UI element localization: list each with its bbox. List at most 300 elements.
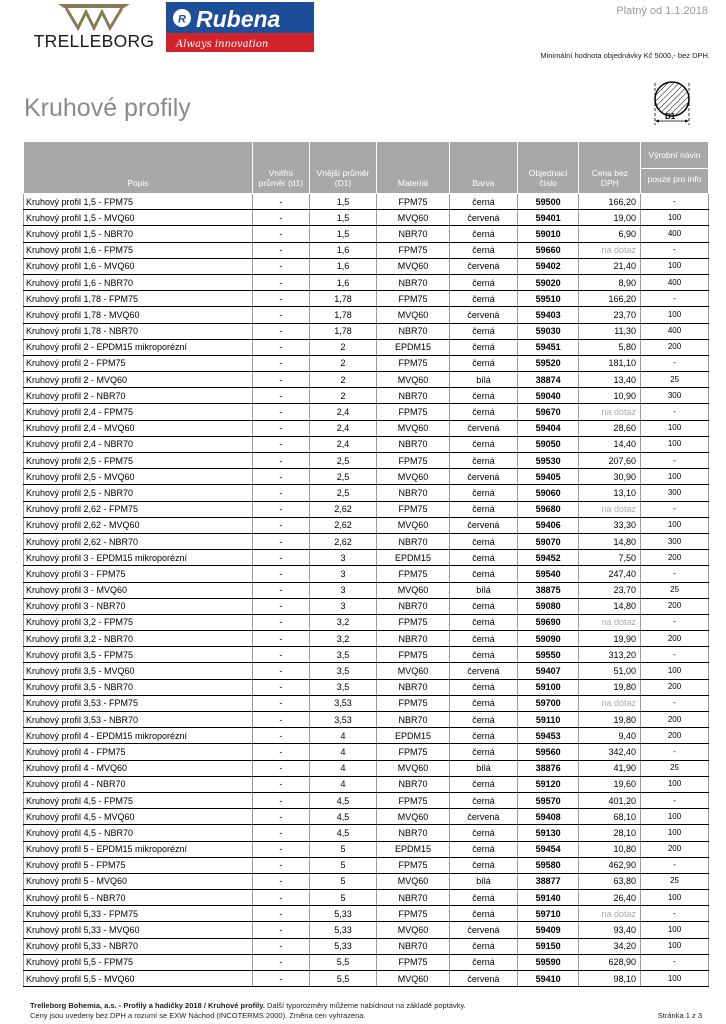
cell-popis: Kruhový profil 5 - MVQ60 bbox=[24, 873, 253, 889]
table-row bbox=[24, 971, 709, 987]
cell-cena: 19,80 bbox=[579, 679, 641, 695]
table-row bbox=[24, 550, 709, 566]
table-row bbox=[24, 825, 709, 841]
cell-D1: 5,33 bbox=[310, 922, 377, 938]
cell-d1: - bbox=[252, 582, 309, 598]
cell-cena: 26,40 bbox=[579, 890, 641, 906]
cell-navin: - bbox=[641, 453, 709, 469]
cell-barva: černá bbox=[450, 857, 518, 873]
cell-d1: - bbox=[252, 809, 309, 825]
trelleborg-logo bbox=[28, 2, 160, 52]
cell-barva: černá bbox=[450, 242, 518, 258]
cell-barva: bílá bbox=[450, 372, 518, 388]
cell-cena: na dotaz bbox=[579, 695, 641, 711]
cell-navin: - bbox=[641, 647, 709, 663]
cell-d1: - bbox=[252, 647, 309, 663]
table-row bbox=[24, 436, 709, 452]
table-row bbox=[24, 517, 709, 533]
cell-D1: 2,5 bbox=[310, 485, 377, 501]
cell-barva: černá bbox=[450, 728, 518, 744]
footer-line1-bold: Trelleborg Bohemia, a.s. - Profily a hadičky 2018 / Kruhové profily. bbox=[30, 1001, 265, 1010]
cell-navin: 200 bbox=[641, 679, 709, 695]
cell-material: FPM75 bbox=[376, 291, 449, 307]
cell-popis: Kruhový profil 5,33 - NBR70 bbox=[24, 938, 253, 954]
cell-navin: - bbox=[641, 695, 709, 711]
cell-cena: 19,80 bbox=[579, 712, 641, 728]
cell-cislo: 59660 bbox=[517, 242, 579, 258]
cell-material: NBR70 bbox=[376, 388, 449, 404]
cell-cislo: 59590 bbox=[517, 954, 579, 970]
col-D1: Vnější průměr (D1) bbox=[310, 142, 377, 194]
cell-d1: - bbox=[252, 404, 309, 420]
cell-cislo: 38877 bbox=[517, 873, 579, 889]
cell-cislo: 59050 bbox=[517, 436, 579, 452]
cell-popis: Kruhový profil 4,5 - FPM75 bbox=[24, 792, 253, 808]
cell-cena: 8,90 bbox=[579, 274, 641, 290]
cell-cena: 93,40 bbox=[579, 922, 641, 938]
rubena-wordmark: Rubena bbox=[196, 6, 281, 32]
table-row bbox=[24, 323, 709, 339]
cell-navin: 400 bbox=[641, 226, 709, 242]
cell-cislo: 38875 bbox=[517, 582, 579, 598]
cell-cena: 10,90 bbox=[579, 388, 641, 404]
table-row bbox=[24, 420, 709, 436]
cell-D1: 1,6 bbox=[310, 274, 377, 290]
cell-material: NBR70 bbox=[376, 825, 449, 841]
rubena-tagline: Always innovation bbox=[176, 39, 269, 50]
table-row bbox=[24, 809, 709, 825]
cell-material: FPM75 bbox=[376, 792, 449, 808]
cell-D1: 2,62 bbox=[310, 501, 377, 517]
cell-barva: červená bbox=[450, 210, 518, 226]
cell-cena: 13,40 bbox=[579, 372, 641, 388]
cell-cislo: 59710 bbox=[517, 906, 579, 922]
cell-cislo: 59410 bbox=[517, 971, 579, 987]
col-navin bbox=[641, 142, 709, 194]
cell-d1: - bbox=[252, 971, 309, 987]
cell-cislo: 59580 bbox=[517, 857, 579, 873]
cell-d1: - bbox=[252, 938, 309, 954]
cell-D1: 1,5 bbox=[310, 194, 377, 210]
cell-popis: Kruhový profil 1,78 - NBR70 bbox=[24, 323, 253, 339]
cell-material: MVQ60 bbox=[376, 582, 449, 598]
cell-barva: červená bbox=[450, 971, 518, 987]
cell-popis: Kruhový profil 1,78 - MVQ60 bbox=[24, 307, 253, 323]
cell-barva: černá bbox=[450, 825, 518, 841]
cell-navin: 100 bbox=[641, 809, 709, 825]
cell-D1: 1,5 bbox=[310, 210, 377, 226]
table-row bbox=[24, 679, 709, 695]
table-row bbox=[24, 258, 709, 274]
cell-barva: černá bbox=[450, 355, 518, 371]
cell-cena: na dotaz bbox=[579, 242, 641, 258]
cell-d1: - bbox=[252, 420, 309, 436]
table-row bbox=[24, 631, 709, 647]
cell-navin: 200 bbox=[641, 712, 709, 728]
cell-barva: černá bbox=[450, 404, 518, 420]
table-row bbox=[24, 485, 709, 501]
cell-cislo: 59140 bbox=[517, 890, 579, 906]
cell-navin: 200 bbox=[641, 550, 709, 566]
cell-navin: 200 bbox=[641, 339, 709, 355]
cell-D1: 3,2 bbox=[310, 614, 377, 630]
table-row bbox=[24, 307, 709, 323]
trelleborg-wordmark: TRELLEBORG bbox=[33, 31, 155, 51]
rubena-logo bbox=[166, 2, 314, 52]
cell-navin: - bbox=[641, 194, 709, 210]
cell-material: MVQ60 bbox=[376, 469, 449, 485]
cell-D1: 3,53 bbox=[310, 712, 377, 728]
cell-D1: 1,78 bbox=[310, 323, 377, 339]
cell-popis: Kruhový profil 2,5 - MVQ60 bbox=[24, 469, 253, 485]
table-row bbox=[24, 954, 709, 970]
cell-material: MVQ60 bbox=[376, 809, 449, 825]
cell-cislo: 59404 bbox=[517, 420, 579, 436]
cell-barva: černá bbox=[450, 550, 518, 566]
cell-d1: - bbox=[252, 841, 309, 857]
cell-popis: Kruhový profil 3,2 - FPM75 bbox=[24, 614, 253, 630]
cell-cislo: 59530 bbox=[517, 453, 579, 469]
cell-navin: 200 bbox=[641, 841, 709, 857]
cell-cena: 51,00 bbox=[579, 663, 641, 679]
cell-material: MVQ60 bbox=[376, 663, 449, 679]
cell-navin: 25 bbox=[641, 760, 709, 776]
cell-navin: - bbox=[641, 355, 709, 371]
round-profile-diagram-icon bbox=[638, 73, 710, 131]
cell-popis: Kruhový profil 4,5 - NBR70 bbox=[24, 825, 253, 841]
cell-barva: černá bbox=[450, 792, 518, 808]
cell-barva: bílá bbox=[450, 582, 518, 598]
cell-cislo: 59402 bbox=[517, 258, 579, 274]
cell-cena: na dotaz bbox=[579, 404, 641, 420]
cell-D1: 2,5 bbox=[310, 453, 377, 469]
cell-cislo: 59690 bbox=[517, 614, 579, 630]
cell-D1: 3 bbox=[310, 582, 377, 598]
cell-d1: - bbox=[252, 922, 309, 938]
footer-line2: Ceny jsou uvedeny bez DPH a rozumí se EXW Náchod (INCOTERMS 2000). Změna cen vyhrazena. bbox=[30, 1011, 366, 1020]
cell-cislo: 59010 bbox=[517, 226, 579, 242]
cell-navin: 300 bbox=[641, 485, 709, 501]
table-row bbox=[24, 873, 709, 889]
cell-cena: 30,90 bbox=[579, 469, 641, 485]
cell-cena: 313,20 bbox=[579, 647, 641, 663]
cell-D1: 2 bbox=[310, 339, 377, 355]
cell-cislo: 59070 bbox=[517, 533, 579, 549]
cell-cislo: 59409 bbox=[517, 922, 579, 938]
cell-material: NBR70 bbox=[376, 533, 449, 549]
cell-material: NBR70 bbox=[376, 679, 449, 695]
table-row bbox=[24, 274, 709, 290]
cell-cena: 14,40 bbox=[579, 436, 641, 452]
cell-barva: černá bbox=[450, 614, 518, 630]
cell-popis: Kruhový profil 1,5 - FPM75 bbox=[24, 194, 253, 210]
cell-D1: 5,33 bbox=[310, 906, 377, 922]
cell-D1: 5,5 bbox=[310, 954, 377, 970]
cell-cislo: 59560 bbox=[517, 744, 579, 760]
cell-popis: Kruhový profil 4 - EPDM15 mikroporézní bbox=[24, 728, 253, 744]
cell-popis: Kruhový profil 4 - MVQ60 bbox=[24, 760, 253, 776]
cell-D1: 1,5 bbox=[310, 226, 377, 242]
cell-material: MVQ60 bbox=[376, 873, 449, 889]
cell-barva: černá bbox=[450, 339, 518, 355]
cell-material: MVQ60 bbox=[376, 307, 449, 323]
table-row bbox=[24, 226, 709, 242]
cell-D1: 5 bbox=[310, 857, 377, 873]
cell-D1: 1,6 bbox=[310, 242, 377, 258]
cell-popis: Kruhový profil 5,33 - FPM75 bbox=[24, 906, 253, 922]
table-row bbox=[24, 598, 709, 614]
cell-D1: 1,78 bbox=[310, 307, 377, 323]
table-row bbox=[24, 695, 709, 711]
cell-d1: - bbox=[252, 598, 309, 614]
cell-cislo: 59110 bbox=[517, 712, 579, 728]
cell-navin: 100 bbox=[641, 517, 709, 533]
cell-barva: černá bbox=[450, 533, 518, 549]
cell-cislo: 59060 bbox=[517, 485, 579, 501]
cell-barva: červená bbox=[450, 258, 518, 274]
col-cislo: Objednací číslo bbox=[517, 142, 579, 194]
cell-d1: - bbox=[252, 744, 309, 760]
cell-material: NBR70 bbox=[376, 712, 449, 728]
cell-D1: 3,5 bbox=[310, 679, 377, 695]
cell-popis: Kruhový profil 2,4 - FPM75 bbox=[24, 404, 253, 420]
cell-d1: - bbox=[252, 550, 309, 566]
cell-material: NBR70 bbox=[376, 436, 449, 452]
cell-popis: Kruhový profil 2 - MVQ60 bbox=[24, 372, 253, 388]
page-number: Stránka 1 z 3 bbox=[657, 1011, 702, 1020]
cell-d1: - bbox=[252, 323, 309, 339]
cell-d1: - bbox=[252, 873, 309, 889]
cell-cislo: 59452 bbox=[517, 550, 579, 566]
table-row bbox=[24, 453, 709, 469]
cell-cislo: 59080 bbox=[517, 598, 579, 614]
cell-D1: 3 bbox=[310, 598, 377, 614]
cell-D1: 2,4 bbox=[310, 420, 377, 436]
cell-material: NBR70 bbox=[376, 598, 449, 614]
cell-popis: Kruhový profil 5,33 - MVQ60 bbox=[24, 922, 253, 938]
cell-cena: 628,90 bbox=[579, 954, 641, 970]
cell-navin: - bbox=[641, 857, 709, 873]
cell-navin: 300 bbox=[641, 533, 709, 549]
cell-barva: černá bbox=[450, 841, 518, 857]
cell-cena: 7,50 bbox=[579, 550, 641, 566]
cell-cislo: 59454 bbox=[517, 841, 579, 857]
cell-cena: 19,90 bbox=[579, 631, 641, 647]
cell-barva: černá bbox=[450, 954, 518, 970]
cell-cena: 166,20 bbox=[579, 291, 641, 307]
cell-cena: 34,20 bbox=[579, 938, 641, 954]
cell-d1: - bbox=[252, 663, 309, 679]
footer-line1-rest: Další typorozměry můžeme nabídnout na základě poptávky. bbox=[264, 1001, 466, 1010]
table-row bbox=[24, 938, 709, 954]
table-row bbox=[24, 890, 709, 906]
cell-navin: 100 bbox=[641, 210, 709, 226]
cell-material: NBR70 bbox=[376, 631, 449, 647]
cell-cislo: 59453 bbox=[517, 728, 579, 744]
cell-cena: 166,20 bbox=[579, 194, 641, 210]
cell-cislo: 38876 bbox=[517, 760, 579, 776]
cell-popis: Kruhový profil 3,5 - FPM75 bbox=[24, 647, 253, 663]
cell-cislo: 59520 bbox=[517, 355, 579, 371]
cell-barva: červená bbox=[450, 517, 518, 533]
cell-navin: - bbox=[641, 792, 709, 808]
cell-barva: černá bbox=[450, 436, 518, 452]
svg-text:R: R bbox=[178, 13, 186, 26]
cell-d1: - bbox=[252, 307, 309, 323]
cell-navin: 100 bbox=[641, 922, 709, 938]
col-navin-top: Výrobní návin bbox=[641, 142, 708, 169]
table-row bbox=[24, 841, 709, 857]
cell-d1: - bbox=[252, 355, 309, 371]
cell-material: FPM75 bbox=[376, 242, 449, 258]
table-row bbox=[24, 469, 709, 485]
rubena-logo-icon bbox=[166, 2, 314, 52]
cell-material: EPDM15 bbox=[376, 841, 449, 857]
cell-navin: - bbox=[641, 501, 709, 517]
cell-d1: - bbox=[252, 695, 309, 711]
cell-navin: 400 bbox=[641, 323, 709, 339]
cell-material: NBR70 bbox=[376, 274, 449, 290]
cell-navin: 200 bbox=[641, 728, 709, 744]
cell-cislo: 59680 bbox=[517, 501, 579, 517]
cell-D1: 2 bbox=[310, 355, 377, 371]
cell-material: MVQ60 bbox=[376, 258, 449, 274]
cell-d1: - bbox=[252, 258, 309, 274]
table-row bbox=[24, 501, 709, 517]
cell-barva: černá bbox=[450, 938, 518, 954]
cell-material: FPM75 bbox=[376, 744, 449, 760]
cell-cena: 28,60 bbox=[579, 420, 641, 436]
cell-barva: černá bbox=[450, 388, 518, 404]
cell-popis: Kruhový profil 3 - NBR70 bbox=[24, 598, 253, 614]
cell-barva: černá bbox=[450, 501, 518, 517]
table-header-row bbox=[24, 142, 709, 194]
cell-d1: - bbox=[252, 194, 309, 210]
cell-d1: - bbox=[252, 566, 309, 582]
cell-d1: - bbox=[252, 388, 309, 404]
table-row bbox=[24, 906, 709, 922]
cell-barva: černá bbox=[450, 226, 518, 242]
cell-d1: - bbox=[252, 436, 309, 452]
cell-material: NBR70 bbox=[376, 938, 449, 954]
cell-cena: 13,10 bbox=[579, 485, 641, 501]
cell-cena: na dotaz bbox=[579, 501, 641, 517]
cell-cislo: 59403 bbox=[517, 307, 579, 323]
cell-d1: - bbox=[252, 792, 309, 808]
cell-D1: 2,4 bbox=[310, 404, 377, 420]
cell-navin: - bbox=[641, 614, 709, 630]
cell-navin: 100 bbox=[641, 938, 709, 954]
cell-barva: bílá bbox=[450, 873, 518, 889]
col-navin-bottom: pouze pro info bbox=[647, 174, 702, 184]
cell-D1: 3 bbox=[310, 550, 377, 566]
cell-d1: - bbox=[252, 890, 309, 906]
cell-navin: 100 bbox=[641, 258, 709, 274]
cell-cena: 28,10 bbox=[579, 825, 641, 841]
cell-material: FPM75 bbox=[376, 647, 449, 663]
cell-popis: Kruhový profil 5,5 - FPM75 bbox=[24, 954, 253, 970]
cell-material: MVQ60 bbox=[376, 372, 449, 388]
cell-popis: Kruhový profil 3,5 - NBR70 bbox=[24, 679, 253, 695]
cell-d1: - bbox=[252, 501, 309, 517]
cell-navin: - bbox=[641, 744, 709, 760]
cell-cena: 19,00 bbox=[579, 210, 641, 226]
cell-cislo: 59510 bbox=[517, 291, 579, 307]
cell-cislo: 59150 bbox=[517, 938, 579, 954]
cell-d1: - bbox=[252, 453, 309, 469]
table-row bbox=[24, 355, 709, 371]
cell-popis: Kruhový profil 2,5 - FPM75 bbox=[24, 453, 253, 469]
cell-barva: černá bbox=[450, 776, 518, 792]
cell-cena: 462,90 bbox=[579, 857, 641, 873]
cell-d1: - bbox=[252, 760, 309, 776]
cell-D1: 4 bbox=[310, 760, 377, 776]
cell-navin: 25 bbox=[641, 582, 709, 598]
cell-navin: - bbox=[641, 566, 709, 582]
cell-material: FPM75 bbox=[376, 695, 449, 711]
cell-material: MVQ60 bbox=[376, 922, 449, 938]
cell-popis: Kruhový profil 3,53 - NBR70 bbox=[24, 712, 253, 728]
cell-navin: - bbox=[641, 242, 709, 258]
cell-d1: - bbox=[252, 226, 309, 242]
cell-D1: 4 bbox=[310, 728, 377, 744]
cell-cena: 98,10 bbox=[579, 971, 641, 987]
cell-popis: Kruhový profil 1,6 - NBR70 bbox=[24, 274, 253, 290]
cell-cena: 342,40 bbox=[579, 744, 641, 760]
cell-popis: Kruhový profil 4,5 - MVQ60 bbox=[24, 809, 253, 825]
cell-d1: - bbox=[252, 776, 309, 792]
table-row bbox=[24, 728, 709, 744]
cell-material: NBR70 bbox=[376, 890, 449, 906]
cell-material: NBR70 bbox=[376, 226, 449, 242]
table-row bbox=[24, 388, 709, 404]
cell-barva: červená bbox=[450, 307, 518, 323]
cell-popis: Kruhový profil 3 - EPDM15 mikroporézní bbox=[24, 550, 253, 566]
cell-cena: 41,90 bbox=[579, 760, 641, 776]
cell-D1: 2,4 bbox=[310, 436, 377, 452]
cell-cislo: 59408 bbox=[517, 809, 579, 825]
cell-cena: 181,10 bbox=[579, 355, 641, 371]
cell-navin: 200 bbox=[641, 598, 709, 614]
cell-barva: černá bbox=[450, 647, 518, 663]
table-row bbox=[24, 372, 709, 388]
col-popis: Popis bbox=[24, 142, 253, 194]
cell-D1: 2,62 bbox=[310, 533, 377, 549]
cell-popis: Kruhový profil 5,5 - MVQ60 bbox=[24, 971, 253, 987]
cell-cislo: 59500 bbox=[517, 194, 579, 210]
cell-d1: - bbox=[252, 372, 309, 388]
cell-popis: Kruhový profil 5 - FPM75 bbox=[24, 857, 253, 873]
cell-cena: 9,40 bbox=[579, 728, 641, 744]
cell-d1: - bbox=[252, 242, 309, 258]
cell-cena: 6,90 bbox=[579, 226, 641, 242]
cell-popis: Kruhový profil 5 - EPDM15 mikroporézní bbox=[24, 841, 253, 857]
cell-D1: 4,5 bbox=[310, 825, 377, 841]
cell-D1: 4 bbox=[310, 744, 377, 760]
table-row bbox=[24, 776, 709, 792]
cell-navin: 25 bbox=[641, 873, 709, 889]
cell-barva: černá bbox=[450, 598, 518, 614]
cell-popis: Kruhový profil 2 - EPDM15 mikroporézní bbox=[24, 339, 253, 355]
cell-cena: 11,30 bbox=[579, 323, 641, 339]
cell-popis: Kruhový profil 1,6 - MVQ60 bbox=[24, 258, 253, 274]
cell-d1: - bbox=[252, 857, 309, 873]
cell-D1: 3,5 bbox=[310, 647, 377, 663]
cell-material: FPM75 bbox=[376, 906, 449, 922]
cell-barva: černá bbox=[450, 695, 518, 711]
cell-navin: 300 bbox=[641, 388, 709, 404]
table-row bbox=[24, 194, 709, 210]
